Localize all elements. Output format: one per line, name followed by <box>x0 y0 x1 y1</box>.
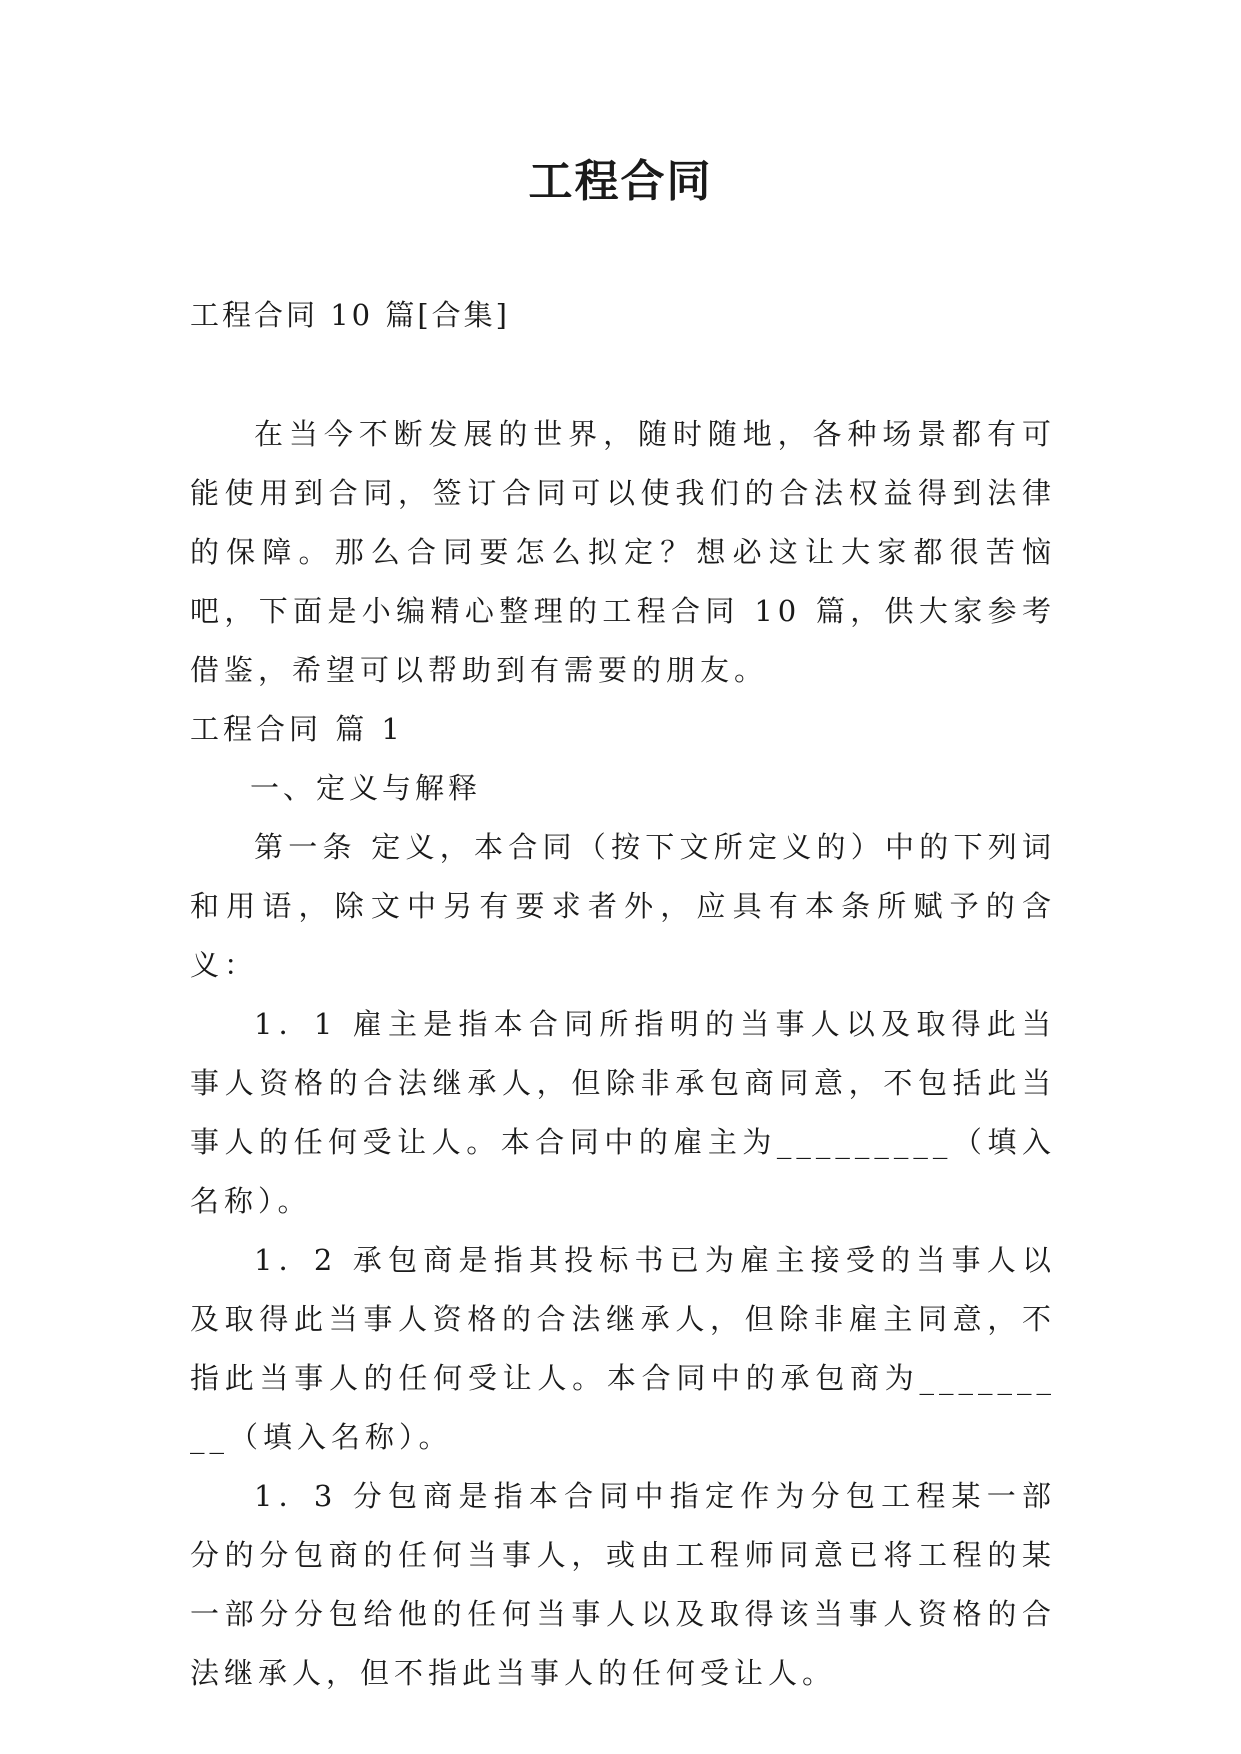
clause-1-3-paragraph: 1．3 分包商是指本合同中指定作为分包工程某一部分的分包商的任何当事人，或由工程师同意已将工程的某一部分分包给他的任何当事人以及取得该当事人资格的合法继承人，但不指此当事人的任何受让人。 <box>190 1479 1056 1690</box>
clause-1-1-paragraph: 1．1 雇主是指本合同所指明的当事人以及取得此当事人资格的合法继承人，但除非承包商同意，不包括此当事人的任何受让人。本合同中的雇主为_________（填入名称）。 <box>190 1007 1056 1218</box>
chapter-heading: 一、定义与解释 <box>250 771 482 805</box>
document-subtitle: 工程合同 10 篇[合集] <box>190 298 510 332</box>
document-body <box>190 405 1056 1703</box>
section-heading: 工程合同 篇 1 <box>190 712 404 746</box>
document-title: 工程合同 <box>528 156 713 207</box>
intro-paragraph: 在当今不断发展的世界，随时随地，各种场景都有可能使用到合同，签订合同可以使我们的合法权益得到法律的保障。那么合同要怎么拟定？想必这让大家都很苦恼吧，下面是小编精心整理的工程合同 10 篇，供大家参考借鉴，希望可以帮助到有需要的朋友。 <box>190 417 1056 687</box>
article-1-paragraph: 第一条 定义，本合同（按下文所定义的）中的下列词和用语，除文中另有要求者外，应具有本条所赋予的含义： <box>190 830 1056 982</box>
clause-1-2-paragraph: 1．2 承包商是指其投标书已为雇主接受的当事人以及取得此当事人资格的合法继承人，但除非雇主同意，不指此当事人的任何受让人。本合同中的承包商为_________（填入名称）。 <box>190 1243 1056 1454</box>
